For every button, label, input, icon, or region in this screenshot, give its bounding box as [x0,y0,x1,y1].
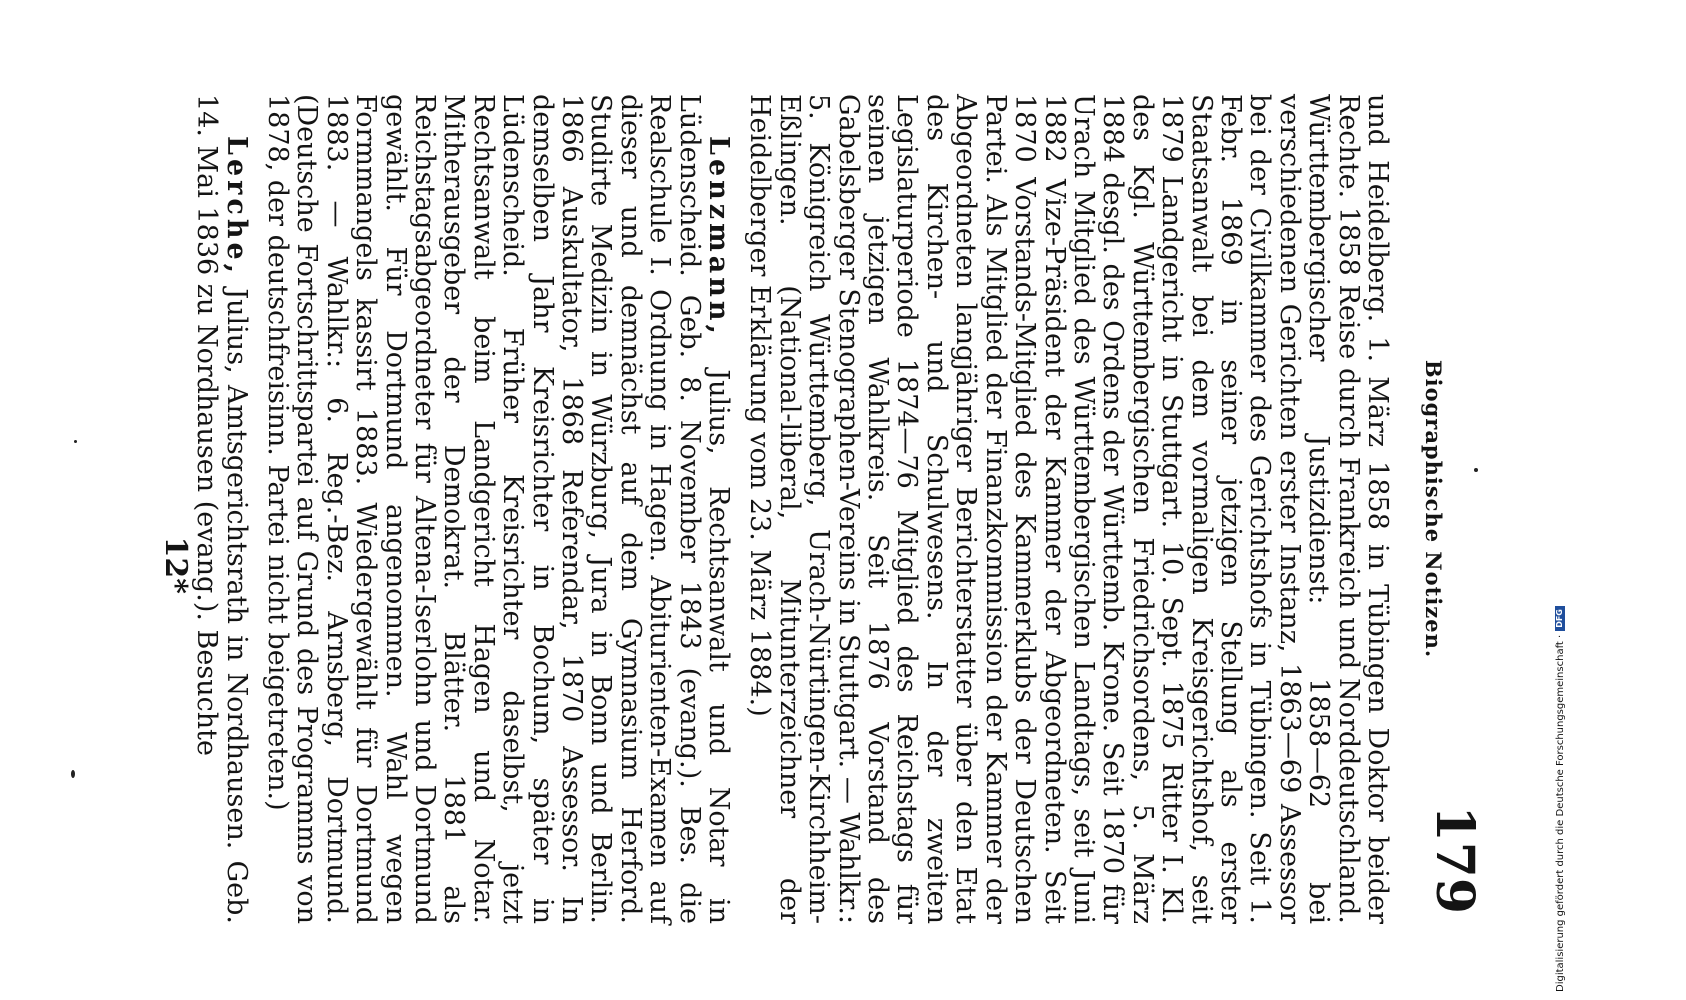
scan-speck [1474,468,1478,472]
page-number: 179 [1424,805,1485,914]
sponsor-text: Digitalisierung gefördert durch die Deutsche Forschungsgemeinschaft · [1554,634,1566,992]
running-title: Biographische Notizen. [1421,359,1446,659]
entry-body: Julius, Amtsgerichtsrath in Nordhausen. Geb. 14. Mai 1836 zu Nordhausen (evang.). Besuchte [191,94,252,924]
biography-text [192,94,1392,924]
entry-name: Lerche, [220,136,252,278]
continued-entry [745,94,1392,924]
entry-name: Lenzmann, [703,136,735,338]
book-page [150,94,1485,924]
signature-mark: 12* [158,536,193,594]
dfg-logo: DFG [1555,606,1566,631]
entry-body: Julius, Rechtsanwalt und Notar in Lüdenscheid. Geb. 8. November 1843 (evang.). Bes. die Realschule I. Ordnung in Hagen. Abiturienten-Examen auf dieser und demnächst auf dem Gymnasium Herford. Studirte Medizin in Würzburg, Jura in Bonn und Berlin. 1866 Auskultator, 1868 Referendar, 1870 Assessor. In demselben Jahr Kreisrichter in Bochum, später in Lüdenscheid. Früher Kreisrichter daselbst, jetzt Rechtsanwalt beim Landgericht Hagen und Notar. Mitherausgeber der Demokrat. Blätter. 1881 als Reichstagsabgeordneter für Altena-Iserlohn und Dortmund gewählt. Für Dortmund angenommen. Wahl wegen Formmangels kassirt 1883. Wiedergewählt für Dortmund 1883. — Wahlkr.: 6. Reg.-Bez. Arnsberg, Dortmund. (Deutsche Fortschrittspartei auf Grund des Programms von 1878, der deutschfreisinn. Partei nicht beigetreten.) [261,94,735,924]
biography-entry [192,94,251,924]
rotated-book-page [150,94,1485,924]
scan-speck [71,770,75,778]
running-head [1420,94,1485,924]
sponsor-note [1548,12,1572,1000]
entry-body: und Heidelberg. 1. März 1858 in Tübingen Doktor beider Rechte. 1858 Reise durch Frankreich und Norddeutschland. Württembergischer Justizdienst: 1858—62 bei verschiedenen Gerichten erster Instanz, 1863—69 Assessor bei der Civilkammer des Gerichtshofs in Tübingen. Seit 1. Febr. 1869 in seiner jetzigen Stellung als erster Staatsanwalt bei dem vormaligen Kreisgerichtshof, seit 1879 Landgericht in Stuttgart. 10. Sept. 1875 Ritter I. Kl. des Kgl. Württembergischen Friedrichsordens, 5. März 1884 desgl. des Ordens der Württemb. Krone. Seit 1870 für Urach Mitglied des Württembergischen Landtags, seit Juni 1882 Vize-Präsident der Kammer der Abgeordneten. Seit 1870 Vorstands-Mitglied des Kammerklubs der Deutschen Partei. Als Mitglied der Finanzkommission der Kammer der Abgeordneten langjähriger Berichterstatter über den Etat des Kirchen- und Schulwesens. In der zweiten Legislaturperiode 1874—76 Mitglied des Reichstags für seinen jetzigen Wahlkreis. Seit 1876 Vorstand des Gabelsberger Stenographen-Vereins in Stuttgart. — Wahlkr.: 5. Königreich Württemberg, Urach-Nürtingen-Kirchheim-Eßlingen. (National-liberal, Mitunterzeichner der Heidelberger Erklärung vom 23. März 1884.) [744,94,1393,924]
biography-entry [263,94,734,924]
scan-speck [74,440,77,443]
sponsor-line [1548,12,1572,992]
